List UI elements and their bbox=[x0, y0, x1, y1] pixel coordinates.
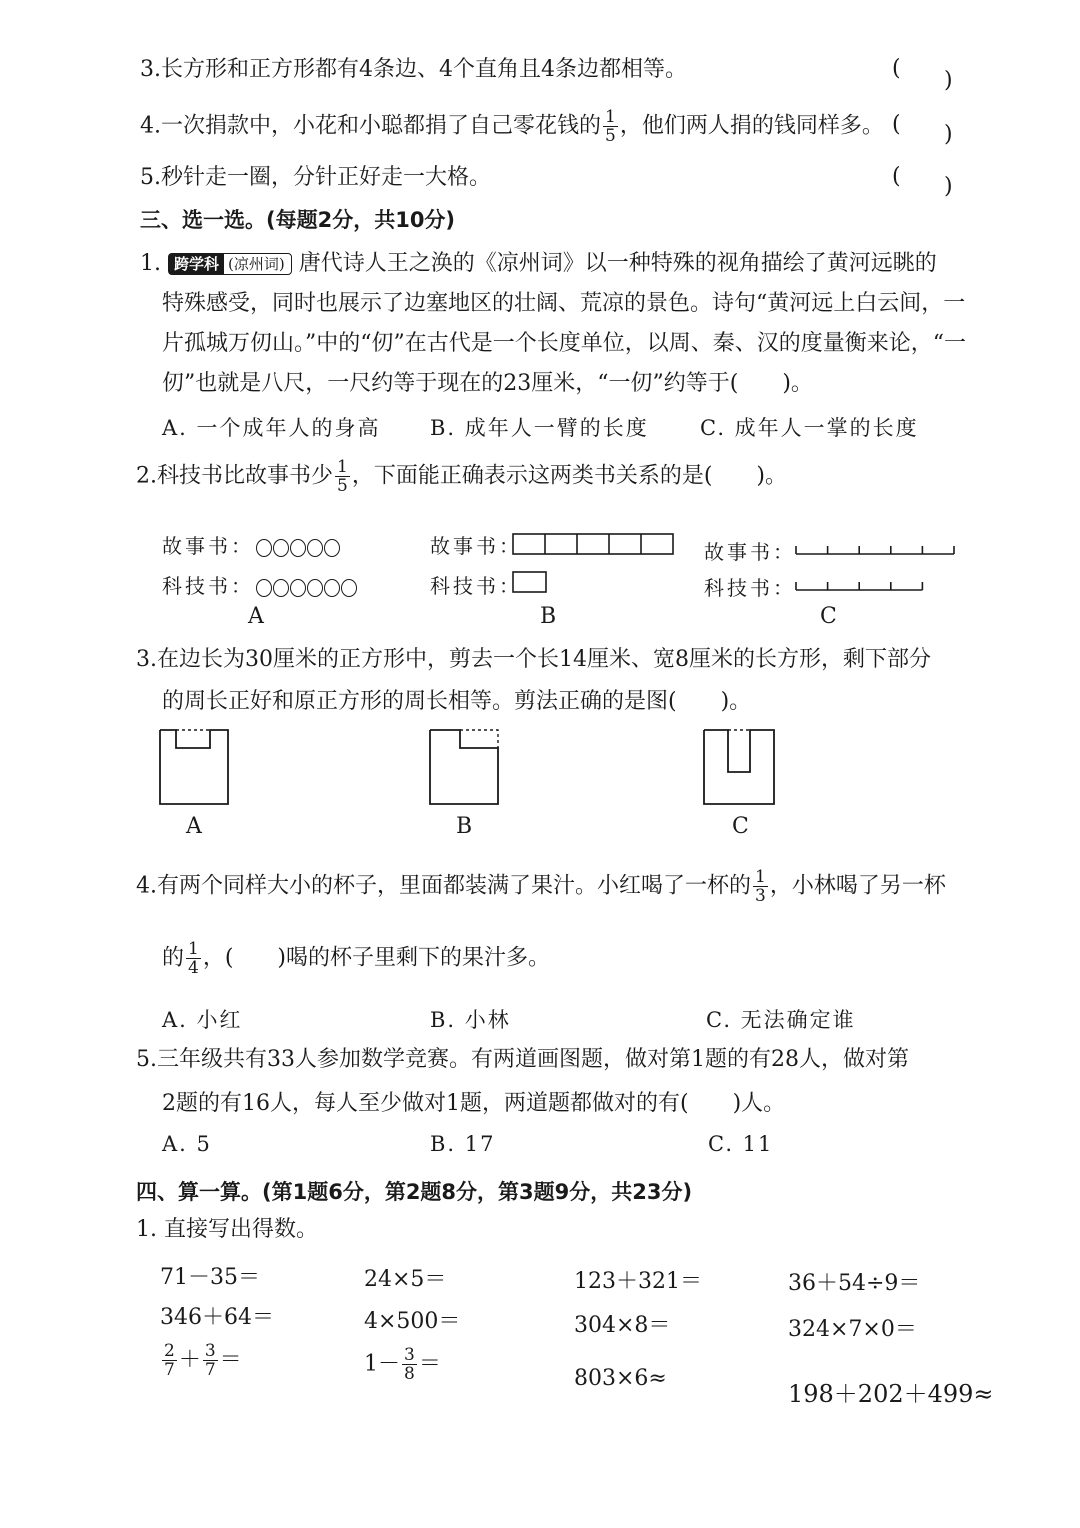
option-c[interactable]: C. 无法确定谁 bbox=[706, 1008, 856, 1032]
sec3-q1-line3: 片孤城万仞山。”中的“仞”在古代是一个长度单位，以周、秦、汉的度量衡来论，“一 bbox=[162, 331, 966, 356]
question-text: 有两个同样大小的杯子，里面都装满了果汁。小红喝了一杯的 bbox=[157, 873, 752, 899]
fraction-denominator: 5 bbox=[337, 476, 348, 496]
question-number: 3. bbox=[140, 57, 161, 82]
answer-paren-open[interactable]: ( bbox=[892, 56, 901, 81]
question-number: 1. bbox=[140, 251, 161, 276]
tf-question-5 bbox=[140, 164, 491, 192]
equals-sign: ＝ bbox=[219, 1347, 242, 1373]
calc-item: 123＋321＝ bbox=[574, 1269, 702, 1294]
answer-paren-open[interactable]: ( bbox=[892, 164, 901, 189]
square-cut-figure-b bbox=[428, 728, 502, 808]
story-book-boxes bbox=[512, 532, 676, 558]
sec3-q5-line2: 2题的有16人，每人至少做对1题，两道题都做对的有( )人。 bbox=[162, 1091, 786, 1116]
calc-item: 4×500＝ bbox=[364, 1309, 461, 1334]
fraction-numerator: 2 bbox=[164, 1341, 175, 1361]
fraction bbox=[402, 1346, 417, 1383]
science-book-row-b bbox=[430, 570, 522, 599]
tf-question-3 bbox=[140, 56, 687, 84]
fraction bbox=[335, 458, 350, 495]
fraction bbox=[186, 940, 201, 977]
fraction bbox=[753, 868, 768, 905]
science-label: 科技书： bbox=[162, 574, 254, 598]
question-number: 5. bbox=[136, 1047, 157, 1072]
science-book-segments bbox=[792, 574, 960, 596]
answer-paren-close: ) bbox=[944, 174, 953, 199]
answer-paren-close: ) bbox=[944, 122, 953, 147]
tf-question-4 bbox=[140, 108, 884, 145]
calc-item: 36＋54÷9＝ bbox=[788, 1271, 921, 1296]
question-text: ，下面能正确表示这两类书关系的是( )。 bbox=[351, 463, 788, 489]
story-label: 故事书： bbox=[704, 540, 796, 564]
square-cut-figure-a bbox=[158, 728, 232, 808]
story-book-row-a bbox=[162, 530, 341, 559]
option-c[interactable]: C. 11 bbox=[708, 1132, 774, 1156]
question-text: 长方形和正方形都有4条边、4个直角且4条边都相等。 bbox=[161, 57, 687, 82]
fraction-numerator: 1 bbox=[755, 867, 766, 887]
fraction-numerator: 3 bbox=[404, 1345, 415, 1365]
question-text: 唐代诗人王之涣的《凉州词》以一种特殊的视角描绘了黄河远眺的 bbox=[298, 251, 937, 276]
calc-item: 803×6≈ bbox=[574, 1366, 667, 1391]
section-4-title: 四、算一算。(第1题6分，第2题8分，第3题9分，共23分) bbox=[136, 1180, 693, 1204]
sec3-q1-line2: 特殊感受，同时也展示了边塞地区的壮阔、荒凉的景色。诗句“黄河远上白云间，一 bbox=[162, 291, 966, 316]
fraction-numerator: 3 bbox=[204, 1341, 216, 1361]
question-text: ，小林喝了另一杯 bbox=[769, 873, 946, 899]
section-3-title: 三、选一选。(每题2分，共10分) bbox=[140, 208, 456, 232]
sec3-q1-line4: 仞”也就是八尺，一尺约等于现在的23厘米，“一仞”约等于( )。 bbox=[162, 371, 813, 396]
story-label: 故事书： bbox=[430, 534, 522, 558]
story-book-segments bbox=[792, 538, 960, 560]
science-book-box bbox=[512, 570, 550, 596]
cross-subject-tag bbox=[168, 253, 292, 275]
answer-paren-close: ) bbox=[944, 68, 953, 93]
fraction-denominator: 4 bbox=[188, 958, 199, 978]
diagram-label-c[interactable]: C bbox=[820, 604, 837, 629]
option-b[interactable]: B. 17 bbox=[430, 1132, 496, 1156]
figure-label-a[interactable]: A bbox=[186, 814, 202, 839]
option-a[interactable]: A. 小红 bbox=[162, 1008, 243, 1032]
question-text: 秒针走一圈，分针正好走一大格。 bbox=[161, 165, 492, 190]
option-c[interactable]: C. 成年人一掌的长度 bbox=[700, 416, 919, 440]
fraction-denominator: 8 bbox=[404, 1364, 415, 1384]
circle-group-5 bbox=[256, 539, 341, 557]
fraction-numerator: 1 bbox=[337, 457, 348, 477]
fraction-numerator: 1 bbox=[605, 107, 616, 127]
science-book-row-a bbox=[162, 570, 358, 599]
circle-group-6 bbox=[256, 579, 358, 597]
fraction-denominator: 5 bbox=[605, 126, 616, 146]
calc-item: 304×8＝ bbox=[574, 1313, 671, 1338]
sec3-q3-line2: 的周长正好和原正方形的周长相等。剪法正确的是图( )。 bbox=[162, 689, 752, 714]
minuend: 1－ bbox=[364, 1351, 400, 1377]
calc-item: 198＋202＋499≈ bbox=[788, 1380, 994, 1408]
science-label: 科技书： bbox=[704, 576, 796, 600]
option-b[interactable]: B. 成年人一臂的长度 bbox=[430, 416, 649, 440]
question-text: 科技书比故事书少 bbox=[157, 463, 334, 489]
calc-item: 71－35＝ bbox=[160, 1265, 260, 1290]
story-book-row-b bbox=[430, 530, 522, 559]
fraction bbox=[162, 1342, 177, 1379]
fraction bbox=[603, 108, 618, 145]
option-a[interactable]: A. 5 bbox=[162, 1132, 212, 1156]
diagram-label-b[interactable]: B bbox=[540, 604, 557, 629]
fraction-denominator: 7 bbox=[204, 1360, 216, 1380]
question-text: ，( )喝的杯子里剩下的果汁多。 bbox=[202, 945, 551, 971]
fraction-denominator: 3 bbox=[755, 886, 766, 906]
tag-label: 跨学科 bbox=[169, 254, 224, 274]
answer-paren-open[interactable]: ( bbox=[892, 112, 901, 137]
sec3-q3-line1 bbox=[136, 646, 931, 674]
option-a[interactable]: A. 一个成年人的身高 bbox=[162, 416, 381, 440]
sec3-q2-stem bbox=[136, 458, 787, 495]
science-book-row-c bbox=[704, 572, 796, 601]
fraction bbox=[203, 1342, 218, 1379]
calc-item: 324×7×0＝ bbox=[788, 1317, 917, 1342]
calc-item: 24×5＝ bbox=[364, 1267, 447, 1292]
sec4-q1-title: 1. 直接写出得数。 bbox=[136, 1217, 318, 1242]
sec3-q5-line1 bbox=[136, 1046, 909, 1074]
calc-item-fraction-sum bbox=[160, 1342, 242, 1379]
question-number: 4. bbox=[140, 113, 161, 139]
question-text: 的 bbox=[162, 945, 185, 971]
fraction-denominator: 7 bbox=[164, 1360, 175, 1380]
equals-sign: ＝ bbox=[418, 1351, 441, 1377]
story-book-row-c bbox=[704, 536, 796, 565]
figure-label-c[interactable]: C bbox=[732, 814, 749, 839]
question-number: 2. bbox=[136, 463, 157, 489]
plus-sign: ＋ bbox=[178, 1347, 201, 1373]
science-label: 科技书： bbox=[430, 574, 522, 598]
question-number: 4. bbox=[136, 873, 157, 899]
fraction-numerator: 1 bbox=[188, 939, 199, 959]
square-cut-figure-c bbox=[702, 728, 778, 808]
figure-label-b[interactable]: B bbox=[456, 814, 473, 839]
option-b[interactable]: B. 小林 bbox=[430, 1008, 511, 1032]
story-label: 故事书： bbox=[162, 534, 254, 558]
calc-item-fraction-diff bbox=[364, 1346, 441, 1383]
calc-item: 346＋64＝ bbox=[160, 1305, 274, 1330]
tag-topic: (凉州词) bbox=[228, 255, 285, 273]
question-number: 5. bbox=[140, 165, 161, 190]
question-text: 一次捐款中，小花和小聪都捐了自己零花钱的 bbox=[161, 113, 602, 139]
sec3-q4-line1 bbox=[136, 868, 946, 905]
question-text: 三年级共有33人参加数学竞赛。有两道画图题，做对第1题的有28人，做对第 bbox=[157, 1047, 909, 1072]
sec3-q4-line2 bbox=[162, 940, 550, 977]
sec3-q1-line1 bbox=[140, 250, 937, 278]
question-text: ，他们两人捐的钱同样多。 bbox=[619, 113, 884, 139]
question-number: 3. bbox=[136, 647, 157, 672]
diagram-label-a[interactable]: A bbox=[248, 604, 264, 629]
question-text: 在边长为30厘米的正方形中，剪去一个长14厘米、宽8厘米的长方形，剩下部分 bbox=[157, 647, 931, 672]
